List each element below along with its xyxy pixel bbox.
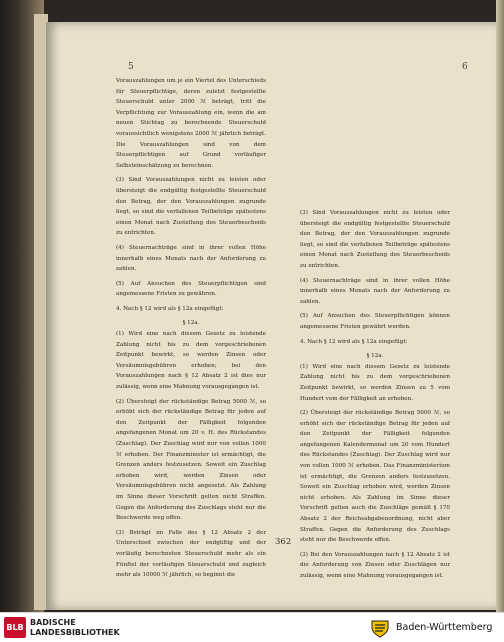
- blb-logo-icon[interactable]: BLB: [4, 617, 26, 638]
- section-heading: § 12a.: [182, 320, 200, 327]
- section-heading: § 12a.: [366, 353, 384, 360]
- paragraph: (2) Übersteigt der rückständige Betrag 5000 ℳ, so erhöht sich der rückständige Betrag für jeden auf den Zeitpunkt der Fälligkeit folgenden angefangenen Monat um 20 v. H. des Rückstandes (Zuschlag). Der Zuschlag wird nur von vollen 1000 ℳ erhoben. Der Finanzminister ist ermächtigt, die Grenzen anders festzusetzen. Soweit ein Zuschlag erhoben wird, werden Zinsen oder Versäumnisgebühren nicht angesetzt. Als Zahlung im Sinne dieser Vorschrift gelten nicht Straffen. Gegen die Anforderung des Zuschlags steht nur die Beschwerde weg offen.: [116, 398, 266, 522]
- left-text-column: [116, 76, 266, 581]
- library-name-line1: BADISCHE: [30, 618, 76, 627]
- paragraph: (2) Übersteigt der rückständige Betrag 5000 ℳ, so erhöht sich der rückständige Betrag für jeden auf den Zeitpunkt der Fälligkeit folgenden angefangenen Kalendermonat um 20 vom Hundert des Rückstandes (Zuschlag). Der Zuschlag wird nur von vollen 1000 ℳ erhoben. Das Finanzministerium ist ermächtigt, die Grenzen anders festzusetzen. Soweit ein Zuschlag erhoben wird, werden Zinsen nicht erhoben. Als Zahlung im Sinne dieser Vorschrift gelten auch die Zuschläge gemäß § 170 Absatz 2 der Reichsabgabenordnung, nicht aber Straffen. Gegen die Anforderung des Zuschlags steht nur die Beschwerde offen.: [300, 410, 450, 544]
- right-column-page-number: 6: [462, 62, 468, 72]
- paragraph: (3) Sind Vorauszahlungen nicht zu leisten oder übersteigt die endgültig festgestellte Steuerschuld den Betrag, der den Vorauszahlungen zugrunde liegt, so sind die verfallenen Teilbeträge spätestens einen Monat nach Zustellung des Steuerbescheids zu entrichten.: [116, 177, 266, 237]
- state-name[interactable]: Baden-Württemberg: [396, 622, 493, 633]
- library-name-line2: LANDESBIBLIOTHEK: [30, 628, 120, 637]
- paragraph: (5) Auf Ansuchen des Steuerpflichtigen können angemessene Fristen gewährt werden.: [300, 313, 450, 330]
- left-column-page-number: 5: [128, 62, 134, 72]
- library-name[interactable]: [30, 618, 120, 638]
- blank-space: [300, 76, 450, 208]
- paragraph: (3) Sind Vorauszahlungen nicht zu leisten oder übersteigt die endgültig festgestellte Steuerschuld den Betrag, der den Vorauszahlungen zugrunde liegt, so sind die verfallenen Teilbeträge spätestens einen Monat nach Zustellung des Steuerbescheids zu entrichten.: [300, 210, 450, 269]
- paragraph: (5) Auf Ansuchen des Steuerpflichtigen sind angemessene Fristen zu gewähren.: [116, 280, 266, 298]
- paragraph: (1) Wird eine nach diesem Gesetz zu leistende Zahlung nicht bis zu dem vorgeschriebenen Zeitpunkt bewirkt, so werden Zinsen oder Versäumnisgebühren erhoben; bei den Vorauszahlungen nach § 12 Absatz 2 ist dies nur zulässig, wenn eine Mahnung vorausgegangen ist.: [116, 331, 266, 391]
- paragraph: (4) Steuernachträge sind in ihrer vollen Höhe innerhalb eines Monats nach der Anforderung zu zahlen.: [300, 277, 450, 305]
- paragraph: (1) Wird eine nach diesem Gesetz zu leistende Zahlung nicht bis zu dem vorgeschriebenen Zeitpunkt bewirkt, so werden Zinsen zu 5 vom Hundert vom der Fälligkeit an erhoben.: [300, 363, 450, 402]
- paragraph: (3) Beträgt im Falle des § 12 Absatz 2 der Unterschied zwischen der endgültig und der vorläufig berechneten Steuerschuld mehr als ein Fünftel der vorläufigen Steuerschuld und zugleich mehr als 10000 ℳ jährlich, so beginnt die: [116, 529, 266, 579]
- footer-bar: [0, 612, 504, 642]
- paragraph: (3) Bei den Vorauszahlungen nach § 12 Absatz 2 ist die Anforderung von Zinsen oder Zuschlägen nur zulässig, wenn eine Mahnung vorausgegangen ist.: [300, 551, 450, 579]
- paragraph: 4. Nach § 12 wird als § 12a eingefügt:: [300, 338, 408, 345]
- coat-of-arms-icon: [368, 618, 392, 638]
- page-footer-number: 362: [275, 537, 292, 547]
- paragraph: 4. Nach § 12 wird als § 12a eingefügt:: [116, 305, 224, 312]
- paragraph: (4) Steuernachträge sind in ihrer vollen Höhe innerhalb eines Monats nach der Anforderung zu zahlen.: [116, 244, 266, 273]
- right-text-column: [300, 76, 450, 582]
- paragraph: Vorauszahlungen um je ein Viertel des Unterschieds für Steuerpflichtige, deren zuletzt festgestellte Steuerschuld unter 2000 ℳ beträgt, tritt die Verpflichtung zur Vorauszahlung ein, wenn die am neuen Stichtag zu berechnende Steuerschuld voraussichtlich wenigstens 2000 ℳ jährlich beträgt. Die Vorauszahlungen sind von dem Steuerpflichtigen auf Grund vorläufiger Selbsteinschätzung zu berechnen.: [116, 78, 266, 169]
- right-page-edge: [496, 0, 504, 612]
